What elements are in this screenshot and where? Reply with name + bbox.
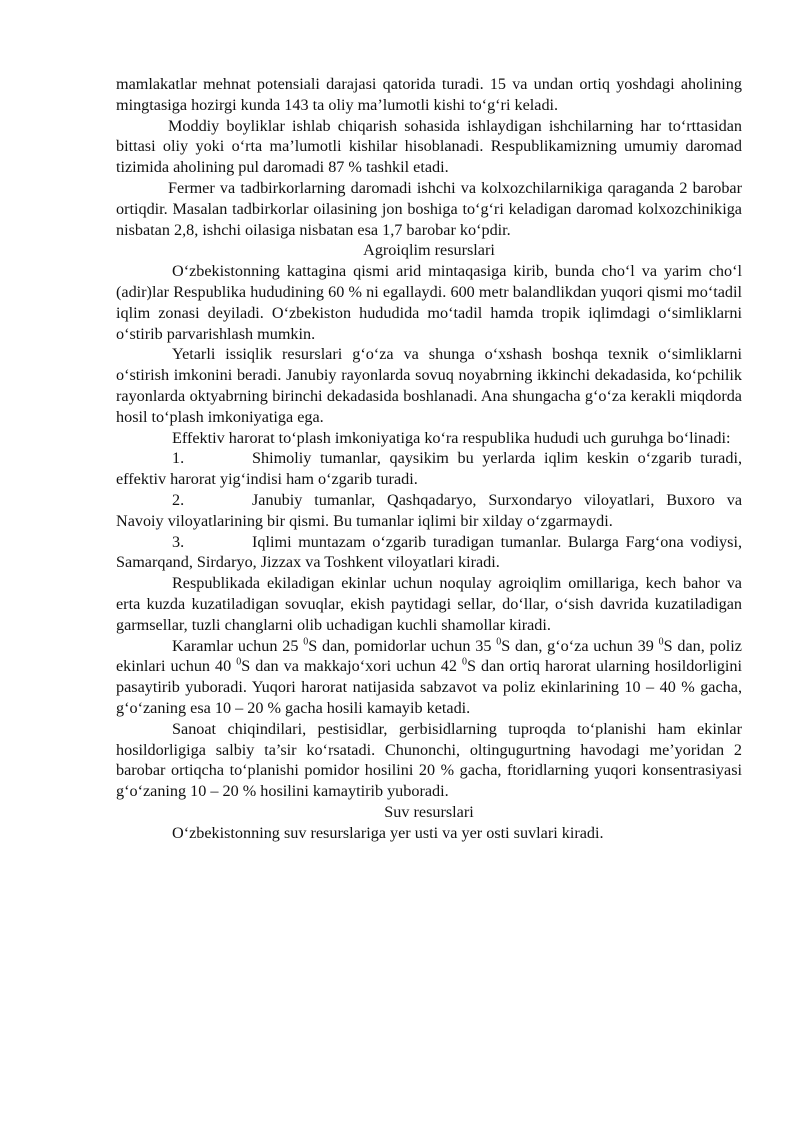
list-item [116,490,742,532]
section-heading-agroclimate: Agroiqlim resurslari [363,241,495,260]
list-item-text: Janubiy tumanlar, Qashqadaryo, Surxondaryo viloyatlari, Buxoro va Navoiy viloyatlarining bir qismi. Bu tumanlar iqlimi bir xilday o‘zgarmaydi. [116,490,742,530]
paragraph-effective-temperature: Effektiv harorat to‘plash imkoniyatiga ko‘ra respublika hududi uch guruhga bo‘linadi: [172,428,731,447]
paragraph-labor-potential: mamlakatlar mehnat potensiali darajasi qatorida turadi. 15 va undan ortiq yoshdagi aholining mingtasiga hozirgi kunda 143 ta oliy ma’lumotli kishi to‘g‘ri keladi. [116,75,742,114]
paragraph-water-resources: O‘zbekistonning suv resurslariga yer usti va yer osti suvlari kiradi. [172,823,604,842]
list-item [116,532,742,574]
list-item-number: 1. [172,449,185,468]
list-item-text: Shimoliy tumanlar, qaysikim bu yerlarda iqlim keskin o‘zgarib turadi, effektiv harorat yig‘indisi ham o‘zgarib turadi. [116,449,742,489]
list-item [116,448,742,490]
paragraph-unfavorable-factors: Respublikada ekiladigan ekinlar uchun noqulay agroiqlim omillariga, kech bahor va erta kuzda kuzatiladigan sovuqlar, ekish paytidagi sellar, do‘llar, o‘sish davrida kuzatiladigan garmsellar, tuzli changlarni olib uchadigan kuchli shamollar kiradi. [116,574,742,634]
list-item-number: 3. [172,532,185,551]
list-item-number: 2. [172,490,185,509]
paragraph-heat-resources: Yetarli issiqlik resurslari g‘o‘za va shunga o‘xshash boshqa texnik o‘simliklarni o‘stirish imkonini beradi. Janubiy rayonlarda sovuq noyabrning ikkinchi dekadasida, ko‘pchilik rayonlarda oktyabrning birinchi dekadasida boshlanadi. Ana shungacha g‘o‘za kerakli miqdorda hosil to‘plash imkoniyatiga ega. [116,345,742,426]
document-page [116,74,742,843]
section-heading-water: Suv resurslari [384,802,474,821]
paragraph-pollution: Sanoat chiqindilari, pestisidlar, gerbisidlarning tuproqda to‘planishi ham ekinlar hosildorligiga salbiy ta’sir ko‘rsatadi. Chunonchi, oltingugurtning havodagi me’yoridan 2 barobar ortiqcha to‘planishi pomidor hosilini 20 % gacha, ftoridlarning yuqori konsentrasiyasi g‘o‘zaning 10 – 20 % hosilini kamaytirib yuboradi. [116,719,742,801]
paragraph-income: Fermer va tadbirkorlarning daromadi ishchi va kolxozchilarnikiga qaraganda 2 barobar ortiqdir. Masalan tadbirkorlar oilasining jon boshiga to‘g‘ri keladigan daromad kolxozchinikiga nisbatan 2,8, ishchi oilasiga nisbatan esa 1,7 barobar ko‘pdir. [116,178,742,239]
paragraph-workers-education: Moddiy boyliklar ishlab chiqarish sohasida ishlaydigan ishchilarning har to‘rttasidan bittasi oliy yoki o‘rta ma’lumotli kishilar hisoblanadi. Respublikamizning umumiy daromad tizimida aholining pul daromadi 87 % tashkil etadi. [116,116,742,177]
paragraph-arid-zone: O‘zbekistonning kattagina qismi arid mintaqasiga kirib, bunda cho‘l va yarim cho‘l (adir)lar Respublika hududining 60 % ni egallaydi. 600 metr balandlikdan yuqori qismi mo‘tadil iqlim zonasi deyiladi. O‘zbekiston hududida mo‘tadil hamda tropik iqlimdagi o‘simliklarni o‘stirib parvarishlash mumkin. [116,262,742,343]
paragraph-temperature-limits: Karamlar uchun 25 $^0$S dan, pomidorlar uchun 35 $^0$S dan, g‘o‘za uchun 39 $^0$S dan, poliz ekinlari uchun 40 $^0$S dan va makkajo‘xori uchun 42 $^0$S dan ortiq harorat ularning hosildorligini pasaytirib yuboradi. Yuqori harorat natijasida sabzavot va poliz ekinlarining 10 – 40 % gacha, g‘o‘zaning esa 10 – 20 % gacha hosili kamayib ketadi. [116,636,743,717]
list-item-text: Iqlimi muntazam o‘zgarib turadigan tumanlar. Bularga Farg‘ona vodiysi, Samarqand, Sirdaryo, Jizzax va Toshkent viloyatlari kiradi. [116,532,742,572]
